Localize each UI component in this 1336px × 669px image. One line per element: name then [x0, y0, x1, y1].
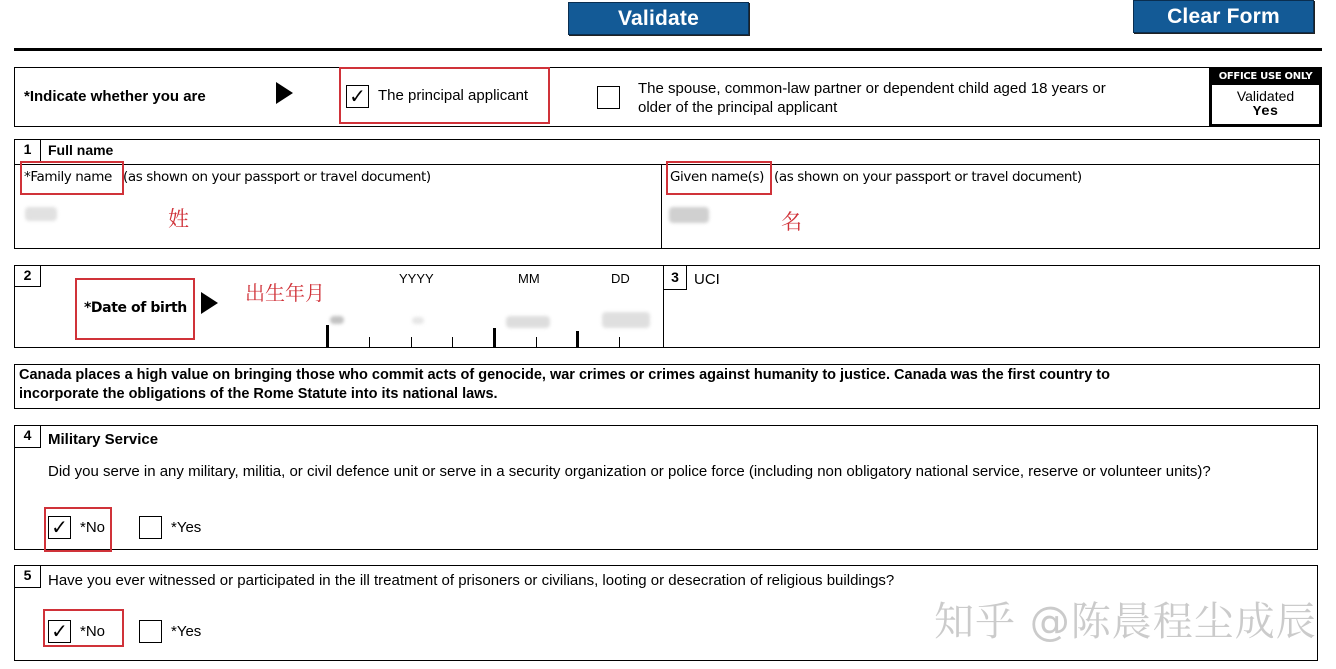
section-5-question: Have you ever witnessed or participated in the ill treatment of prisoners or civilians, looting or desecration of religious buildings?: [48, 572, 895, 589]
given-name-annotation: 名: [781, 210, 802, 234]
header-divider: [14, 48, 1322, 51]
dob-tick: [326, 325, 329, 347]
office-use-validated-value: Yes: [1252, 104, 1279, 120]
given-name-field[interactable]: [669, 207, 709, 223]
spouse-dependent-label: [638, 79, 1106, 117]
dob-tick: [452, 337, 453, 347]
dob-tick: [493, 328, 496, 347]
section-uci[interactable]: [663, 265, 1320, 348]
spouse-dependent-checkbox[interactable]: [597, 86, 620, 109]
ill-treatment-yes-checkbox[interactable]: [139, 620, 162, 643]
ill-treatment-no-checkbox[interactable]: ✓: [48, 620, 71, 643]
ill-treatment-yes-label: *Yes: [171, 623, 202, 640]
applicant-type-prompt: *Indicate whether you are: [24, 88, 206, 105]
dob-dd-label: DD: [611, 271, 630, 286]
office-use-validated-label: Validated: [1236, 88, 1295, 104]
dob-yyyy-label: YYYY: [399, 271, 434, 286]
dob-tick: [576, 331, 579, 347]
spouse-dependent-label-line2: older of the principal applicant: [638, 99, 838, 116]
dob-tick: [536, 337, 537, 347]
dob-tick: [369, 337, 370, 347]
notice-text: [19, 366, 1110, 404]
office-use-header: OFFICE USE ONLY: [1212, 70, 1319, 85]
family-name-annotation: 姓: [168, 207, 189, 231]
arrow-right-icon: [201, 292, 218, 314]
military-yes-label: *Yes: [171, 519, 202, 536]
section-full-name: [14, 139, 1320, 249]
dob-day-field[interactable]: [578, 312, 662, 346]
section-4-question: Did you serve in any military, militia, or civil defence unit or serve in a security organization or police force (including non obligatory national service, reserve or volunteer units)?: [48, 463, 1211, 480]
family-name-hint: (as shown on your passport or travel document): [123, 169, 431, 185]
date-of-birth-label: *Date of birth: [84, 300, 187, 316]
section-1-title: Full name: [48, 142, 114, 158]
notice-line-2: incorporate the obligations of the Rome Statute into its national laws.: [19, 386, 498, 402]
validate-button[interactable]: Validate: [568, 2, 749, 35]
section-4-number: 4: [15, 426, 41, 448]
section-1-number: 1: [15, 140, 41, 161]
given-name-label: Given name(s): [670, 169, 765, 185]
section-3-number: 3: [664, 266, 687, 290]
section-1-divider: [14, 164, 1320, 165]
uci-label: UCI: [694, 271, 720, 288]
family-name-field[interactable]: [25, 207, 57, 221]
dob-tick: [619, 337, 620, 347]
arrow-right-icon: [276, 82, 293, 104]
notice-line-1: Canada places a high value on bringing those who commit acts of genocide, war crimes or crimes against humanity to justice. Canada was the first country to: [19, 367, 1110, 383]
principal-applicant-label: The principal applicant: [378, 87, 529, 104]
section-2-number: 2: [15, 266, 41, 287]
military-no-checkbox[interactable]: ✓: [48, 516, 71, 539]
office-use-box: [1209, 67, 1322, 127]
section-5-number: 5: [15, 566, 41, 588]
date-of-birth-annotation: 出生年月: [245, 281, 325, 305]
section-4-title: Military Service: [48, 431, 159, 448]
watermark: 知乎 @陈晨程尘成辰: [934, 599, 1317, 645]
section-military-service: [14, 425, 1318, 550]
military-yes-checkbox[interactable]: [139, 516, 162, 539]
given-name-hint: (as shown on your passport or travel document): [774, 169, 1082, 185]
military-no-label: *No: [80, 519, 106, 536]
section-1-column-divider: [661, 164, 662, 249]
dob-mm-label: MM: [518, 271, 540, 286]
ill-treatment-no-label: *No: [80, 623, 106, 640]
clear-form-button[interactable]: Clear Form: [1133, 0, 1314, 33]
spouse-dependent-label-line1: The spouse, common-law partner or dependent child aged 18 years or: [638, 80, 1106, 97]
dob-year-field[interactable]: [327, 312, 493, 346]
principal-applicant-checkbox[interactable]: ✓: [346, 85, 369, 108]
family-name-label: *Family name: [24, 169, 112, 185]
dob-tick: [411, 337, 412, 347]
